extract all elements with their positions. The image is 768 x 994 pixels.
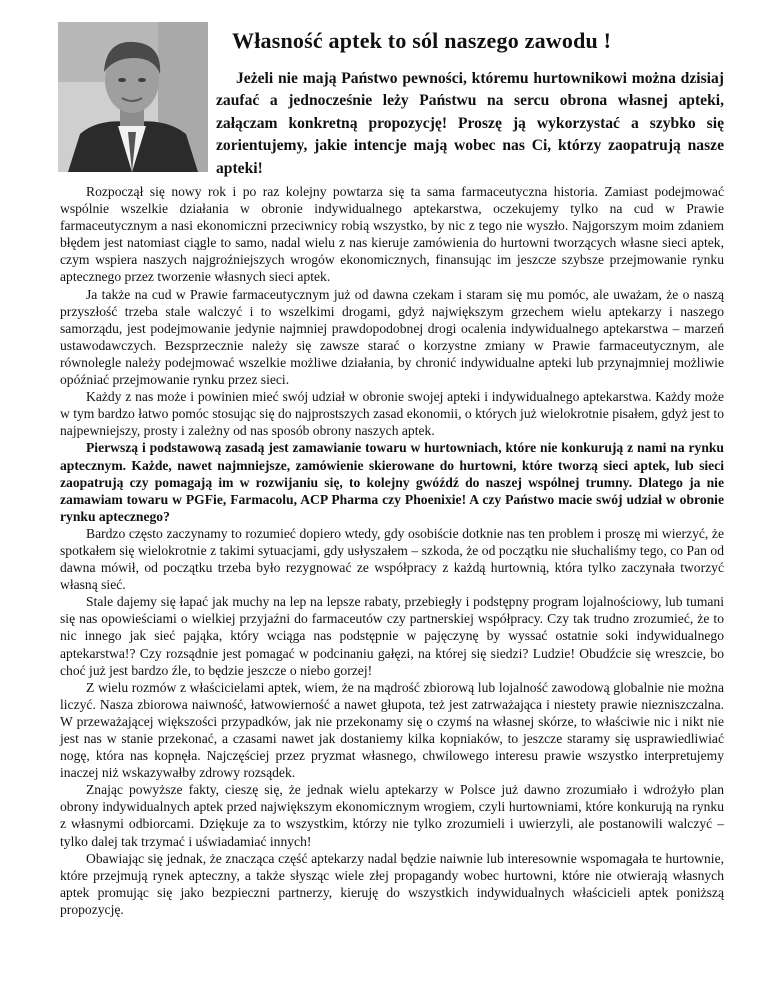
article-lead: Jeżeli nie mają Państwo pewności, któremu hurtownikowi można dzisiaj zaufać a jednocześnie leży Państwu na sercu obrona własnej apteki, załączam konkretną propozycję! Proszę ją wykorzystać a szybko się zorientujemy, jakie intencje mają wobec nas Ci, którzy zaopatrują nasze apteki! xyxy=(216,70,724,177)
paragraph: Znając powyższe fakty, cieszę się, że jednak wielu aptekarzy w Polsce już dawno zrozumiało i wdrożyło plan obrony indywidualnych aptek przed największym ekonomicznym wrogiem, czyli hurtowniami, które konkurują na rynku z własnymi odbiorcami. Dziękuje za to wszystkim, którzy nie tylko zrozumieli i uwierzyli, ale postanowili walczyć – tylko dalej tak trzymać i uświadamiać innych! xyxy=(60,782,724,849)
paragraph: Obawiając się jednak, że znacząca część aptekarzy nadal będzie naiwnie lub interesownie wspomagała te hurtownie, które przejmują rynek apteczny, a także słysząc wiele złej propagandy wobec hurtowni, które nie otwierają własnych aptek promując się jako bezpieczni partnerzy, kieruję do wszystkich indywidualnych właścicieli aptek poniższą propozycję. xyxy=(60,850,724,917)
paragraph: Ja także na cud w Prawie farmaceutycznym już od dawna czekam i staram się mu pomóc, ale uważam, że o naszą przyszłość trzeba stale walczyć i to wszelkimi drogami, gdyż największym grzechem wielu aptekarzy i naszego samorządu, jest podejmowanie jedynie najmniej prawdopodobnej drogi ocalenia indywidualnego aptekarstwa – marzeń ustawodawczych. Bezsprzecznie należy się zawsze starać o korzystne zmiany w Prawie farmaceutycznym, ale równolegle należy podejmować wszelkie możliwe działania, by chronić indywidualne apteki lub przynajmniej możliwie opóźniać przejmowanie rynku przez sieci. xyxy=(60,286,724,388)
paragraph: Bardzo często zaczynamy to rozumieć dopiero wtedy, gdy osobiście dotknie nas ten problem i proszę mi wierzyć, że spotkałem się wielokrotnie z takimi sytuacjami, gdy usłyszałem – szkoda, że od początku nie słuchaliśmy tego, co Pan od dawna mówił, od początku trzeba było rezygnować ze współpracy z każdą hurtownią, która tylko zaczynała tworzyć własną sieć. xyxy=(60,525,724,593)
paragraph: Rozpoczął się nowy rok i po raz kolejny powtarza się ta sama farmaceutyczna historia. Zamiast podejmować wspólnie wszelkie działania w obronie indywidualnego aptekarstwa, oczekujemy tylko na cud w Prawie farmaceutycznym a nasi ekonomiczni przeciwnicy robią wszystko, by nic z tego nie wyszło. Najgorszym moim zdaniem błędem jest natomiast ciągle to samo, nadal wielu z nas kieruje zamówienia do hurtowni tworzących własne sieci aptek, czym wspiera naszych najgroźniejszych wrogów ekonomicznych, finansując im jeszcze szybsze przejmowanie rynku aptecznego przez tworzenie własnych sieci aptek. xyxy=(60,184,724,285)
author-photo xyxy=(58,22,208,172)
paragraph: Z wielu rozmów z właścicielami aptek, wiem, że na mądrość zbiorową lub lojalność zawodową globalnie nie można liczyć. Nasza zbiorowa naiwność, łatwowierność a nawet głupota, też jest zatrważająca i niestety prawie niezniszczalna. W przeważającej większości przypadków, jak nie przekonamy się o czymś na własnej skórze, to właściwie nic i nikt nie jest nas w stanie przekonać, a czasami nawet jak dostaniemy kilka kopniaków, to jeszcze staramy się usprawiedliwiać nogę, która nas kopnęła. Najczęściej przez pryzmat własnego, chwilowego interesu prawie wszystko interpretujemy inaczej niż wskazywałby zdrowy rozsądek. xyxy=(60,679,724,781)
paragraph: Stale dajemy się łapać jak muchy na lep na lepsze rabaty, przebiegły i podstępny program lojalnościowy, lub tumani się nas opowieściami o wielkiej przyjaźni do farmaceutów czy partnerskiej współpracy. Czy tak trudno zrozumieć, że to nic innego jak sieć pająka, który wciąga nas podstępnie w pajęczynę by wyssać ostatnie soki indywidualnego aptekarstwa!? Czy rozsądnie jest pomagać w podcinaniu gałęzi, na której się siedzi? Ludzie! Obudźcie się wreszcie, bo choć już jest bardzo źle, to będzie jeszcze o niebo gorzej! xyxy=(60,594,724,678)
paragraph-emphasis: Pierwszą i podstawową zasadą jest zamawianie towaru w hurtowniach, które nie konkurują z nami na rynku aptecznym. Każde, nawet najmniejsze, zamówienie skierowane do hurtowni, które tworzą sieci aptek, lub sieci zaopatrują czy pomagają im w rozwijaniu się, to kolejny gwóźdź do naszej wspólnej trumny. Dlatego ja nie zamawiam towaru w PGFie, Farmacolu, ACP Pharma czy Phoenixie! A czy Państwo macie swój udział w obronie rynku aptecznego? xyxy=(60,440,724,524)
article-title: Własność aptek to sól naszego zawodu ! xyxy=(232,28,612,53)
paragraph: Każdy z nas może i powinien mieć swój udział w obronie swojej apteki i indywidualnego aptekarstwa. Każdy może w tym bardzo łatwo pomóc stosując się do najprostszych zasad ekonomii, o których już wielokrotnie pisałem, gdyż jest to najpewniejszy, prosty i zależny od nas sposób obrony naszych aptek. xyxy=(60,389,724,439)
article-body xyxy=(60,183,724,918)
